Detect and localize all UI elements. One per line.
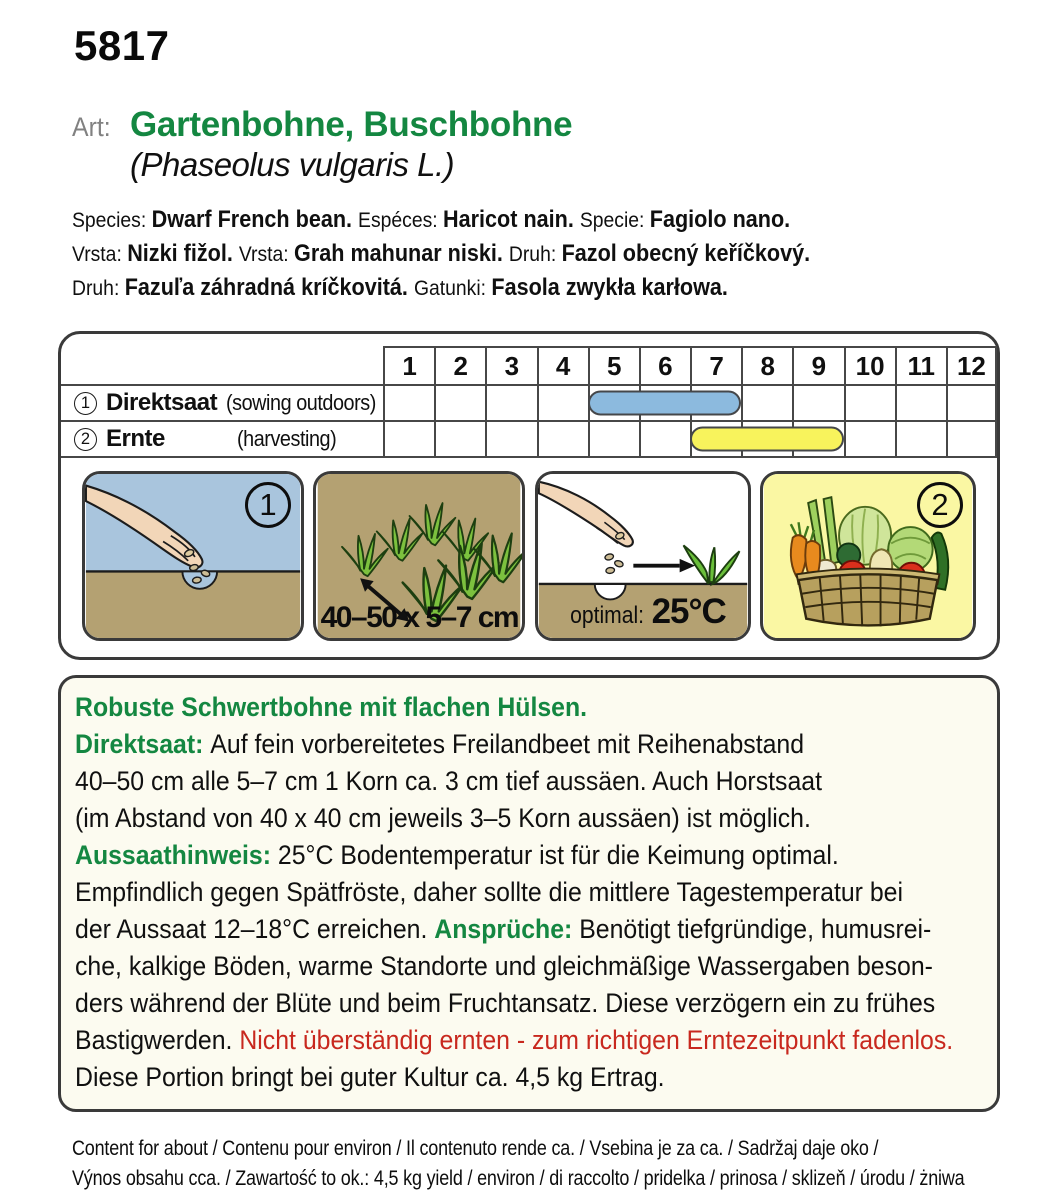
description-line [75, 911, 932, 948]
step-1-badge: 1 [245, 482, 291, 528]
month-header-cell: 12 [946, 346, 997, 384]
species-line [72, 271, 959, 305]
activity-translation: (harvesting) [237, 426, 337, 451]
description-text: Benötigt tiefgründige, humusrei- [579, 914, 932, 944]
bar-strip [383, 422, 997, 456]
species-language-label: Druh: [508, 242, 562, 266]
description-line [75, 1059, 923, 1096]
footer-line-1: Content for about / Contenu pour environ / Il contenuto rende ca. / Vsebina je za ca. / Sadržaj daje oko / [72, 1137, 879, 1160]
description-text: 25°C Bodentemperatur ist für die Keimung optimal. [277, 840, 839, 870]
species-language-label: Vrsta: [238, 242, 295, 266]
month-header-cell: 5 [588, 346, 639, 384]
species-lines [72, 203, 1058, 305]
species-title: Gartenbohne, Buschbohne [130, 105, 573, 144]
pictogram-row [61, 458, 997, 641]
species-name-value: Fazuľa záhradná kríčkovitá. [124, 274, 414, 301]
month-header-cell: 8 [741, 346, 792, 384]
species-line [72, 203, 959, 237]
footer-line-2: Výnos obsahu cca. / Zawartość to ok.: 4,5 kg yield / environ / di raccolto / pridelka / prinosa / sklizeň / úrodu / żniwa [72, 1167, 965, 1190]
content-footer [72, 1134, 1058, 1194]
species-name-value: Haricot nain. [443, 206, 580, 233]
month-header-cell: 10 [844, 346, 895, 384]
description-heading: Robuste Schwertbohne mit flachen Hülsen. [75, 692, 588, 722]
description-heading: Direktsaat: [75, 729, 211, 759]
temperature-value: 25°C [651, 592, 726, 631]
month-header-cell: 9 [792, 346, 843, 384]
description-line [75, 689, 923, 726]
step-number-circle: 1 [74, 392, 97, 415]
cultivation-description-box [58, 675, 1000, 1112]
month-header-cell: 7 [690, 346, 741, 384]
title-block [72, 106, 1058, 183]
month-header-cell: 4 [537, 346, 588, 384]
species-name-value: Fagiolo nano. [649, 206, 791, 233]
latin-name: (Phaseolus vulgaris L.) [130, 146, 455, 183]
description-text: der Aussaat 12–18°C erreichen. [75, 914, 435, 944]
description-text: Empfindlich gegen Spätfröste, daher sollte die mittlere Tagestemperatur bei [75, 877, 904, 907]
calendar-row [61, 384, 997, 420]
step-2-badge: 2 [917, 482, 963, 528]
seed-packet-back-label [0, 22, 1058, 1198]
description-line [75, 948, 933, 985]
calendar-and-pictograms-box [58, 331, 1000, 660]
sowing-pictogram-panel [82, 471, 304, 641]
description-line [75, 1022, 954, 1059]
description-heading: Ansprüche: [434, 914, 580, 944]
sowing-calendar [61, 346, 997, 458]
species-name-value: Nizki fižol. [127, 240, 239, 267]
description-line [75, 763, 923, 800]
optimal-temperature-caption [538, 592, 748, 632]
calendar-row-label [61, 422, 383, 456]
species-language-label: Vrsta: [72, 242, 128, 266]
species-language-label: Druh: [72, 276, 125, 300]
calendar-header-row [61, 346, 997, 384]
month-header-cell: 3 [485, 346, 536, 384]
species-language-label: Espéces: [358, 208, 444, 232]
species-name-value: Dwarf French bean. [151, 206, 359, 233]
species-language-label: Gatunki: [413, 276, 492, 300]
article-number: 5817 [74, 22, 170, 69]
species-language-label: Specie: [579, 208, 650, 232]
description-line [75, 985, 936, 1022]
activity-label: Ernte [106, 425, 165, 452]
sowing-period-bar [588, 391, 742, 416]
species-name-value: Fazol obecný keříčkový. [561, 240, 811, 267]
description-line [75, 800, 923, 837]
harvest-pictogram-panel [760, 471, 976, 641]
description-text: Auf fein vorbereitetes Freilandbeet mit Reihenabstand [210, 729, 805, 759]
calendar-row-label [61, 386, 383, 420]
species-name-value: Grah mahunar niski. [294, 240, 509, 267]
spacing-caption: 40–50 x 5–7 cm [320, 601, 519, 634]
description-text: ders während der Blüte und beim Fruchtansatz. Diese verzögern ein zu frühes [75, 988, 936, 1018]
description-line [75, 837, 923, 874]
calendar-row [61, 420, 997, 458]
description-text: che, kalkige Böden, warme Standorte und gleichmäßige Wassergaben beson- [75, 951, 933, 981]
month-header-cell: 2 [434, 346, 485, 384]
month-header-cell: 6 [639, 346, 690, 384]
description-text: (im Abstand von 40 x 40 cm jeweils 3–5 Korn aussäen) ist möglich. [75, 803, 811, 833]
harvest-period-bar [690, 427, 844, 452]
description-line [75, 874, 923, 911]
optimal-label: optimal: [569, 602, 644, 629]
description-text: 40–50 cm alle 5–7 cm 1 Korn ca. 3 cm tief aussäen. Auch Horstsaat [75, 766, 822, 796]
activity-label: Direktsaat [106, 389, 218, 416]
description-heading: Aussaathinweis: [75, 840, 278, 870]
title-column [130, 106, 572, 183]
month-header-cell: 11 [895, 346, 946, 384]
spacing-pictogram-panel [313, 471, 525, 641]
species-line [72, 237, 959, 271]
description-warning-text: Nicht überständig ernten - zum richtigen Erntezeitpunkt fadenlos. [239, 1025, 954, 1055]
description-text: Diese Portion bringt bei guter Kultur ca. 4,5 kg Ertrag. [75, 1062, 665, 1092]
activity-translation: (sowing outdoors) [226, 390, 376, 415]
month-header-cell: 1 [383, 346, 434, 384]
calendar-header-spacer [61, 346, 383, 384]
description-text: Bastigwerden. [75, 1025, 240, 1055]
germination-pictogram-panel [535, 471, 751, 641]
bar-strip [383, 386, 997, 420]
step-number-circle: 2 [74, 428, 97, 451]
description-line [75, 726, 923, 763]
species-name-value: Fasola zwykła karłowa. [491, 274, 728, 301]
art-label: Art: [72, 112, 111, 142]
species-language-label: Species: [72, 208, 152, 232]
